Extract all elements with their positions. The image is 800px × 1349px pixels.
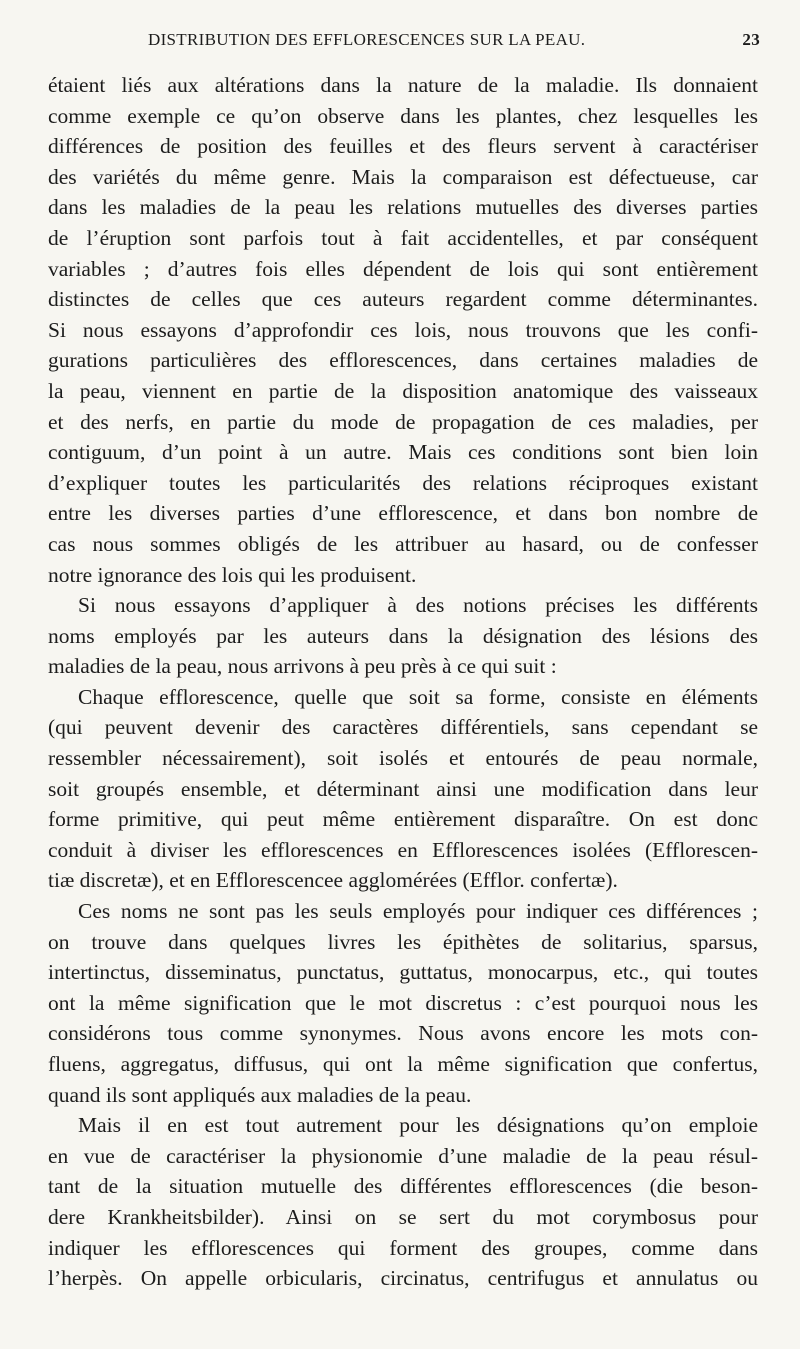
text-line: Chaque efflorescence, quelle que soit sa forme, consiste en éléments [78, 684, 758, 709]
text-line: maladies de la peau, nous arrivons à peu près à ce qui suit : [48, 654, 557, 679]
text-line: tiæ discretæ), et en Efflorescencee agglomérées (Efflor. confertæ). [48, 868, 618, 893]
text-line: noms employés par les auteurs dans la désignation des lésions des [48, 623, 758, 648]
text-line: comme exemple ce qu’on observe dans les plantes, chez lesquelles les [48, 103, 758, 128]
text-line: forme primitive, qui peut même entièrement disparaître. On est donc [48, 807, 758, 832]
text-line: entre les diverses parties d’une efflorescence, et dans bon nombre de [48, 501, 758, 526]
text-line: dans les maladies de la peau les relations mutuelles des diverses parties [48, 195, 758, 220]
body-text [48, 70, 758, 1294]
text-line: (qui peuvent devenir des caractères différentiels, sans cependant se [48, 715, 758, 740]
text-line: différences de position des feuilles et des fleurs servent à caractériser [48, 134, 758, 159]
text-line: des variétés du même genre. Mais la comparaison est défectueuse, car [48, 164, 758, 189]
text-line: contiguum, d’un point à un autre. Mais ces conditions sont bien loin [48, 440, 758, 465]
text-line: Ces noms ne sont pas les seuls employés pour indiquer ces différences ; [78, 899, 758, 924]
text-line: d’expliquer toutes les particularités des relations réciproques existant [48, 470, 758, 495]
text-line: cas nous sommes obligés de les attribuer au hasard, ou de confesser [48, 531, 758, 556]
text-line: conduit à diviser les efflorescences en Efflorescences isolées (Efflorescen- [48, 837, 758, 862]
text-line: en vue de caractériser la physionomie d’une maladie de la peau résul- [48, 1143, 758, 1168]
text-line: Mais il en est tout autrement pour les désignations qu’on emploie [78, 1113, 758, 1138]
running-head [48, 30, 760, 56]
text-line: de l’éruption sont parfois tout à fait accidentelles, et par conséquent [48, 225, 758, 250]
text-line: variables ; d’autres fois elles dépendent de lois qui sont entièrement [48, 256, 758, 281]
text-line: dere Krankheitsbilder). Ainsi on se sert du mot corymbosus pour [48, 1204, 758, 1229]
text-line: Si nous essayons d’approfondir ces lois, nous trouvons que les confi- [48, 317, 758, 342]
text-line: étaient liés aux altérations dans la nature de la maladie. Ils donnaient [48, 73, 758, 97]
page-number: 23 [742, 30, 760, 49]
text-line: Si nous essayons d’appliquer à des notions précises les différents [78, 593, 758, 618]
text-line: ressembler nécessairement), soit isolés et entourés de peau normale, [48, 746, 758, 771]
text-line: l’herpès. On appelle orbicularis, circinatus, centrifugus et annulatus ou [48, 1266, 758, 1291]
text-line: gurations particulières des efflorescences, dans certaines maladies de [48, 348, 758, 373]
text-line: soit groupés ensemble, et déterminant ainsi une modification dans leur [48, 776, 758, 801]
text-line: tant de la situation mutuelle des différentes efflorescences (die beson- [48, 1174, 758, 1199]
text-line: fluens, aggregatus, diffusus, qui ont la même signification que confertus, [48, 1052, 758, 1076]
text-line: considérons tous comme synonymes. Nous avons encore les mots con- [48, 1021, 758, 1046]
text-line: distinctes de celles que ces auteurs regardent comme déterminantes. [48, 287, 758, 312]
text-line: on trouve dans quelques livres les épithètes de solitarius, sparsus, [48, 929, 758, 954]
text-line: notre ignorance des lois qui les produisent. [48, 562, 417, 587]
text-line: indiquer les efflorescences qui forment des groupes, comme dans [48, 1235, 758, 1260]
text-line: et des nerfs, en partie du mode de propagation de ces maladies, per [48, 409, 758, 434]
text-line: quand ils sont appliqués aux maladies de la peau. [48, 1082, 472, 1107]
text-line: la peau, viennent en partie de la disposition anatomique des vaisseaux [48, 378, 758, 403]
running-title: DISTRIBUTION DES EFFLORESCENCES SUR LA PEAU. [148, 30, 586, 49]
text-line: ont la même signification que le mot discretus : c’est pourquoi nous les [48, 990, 758, 1015]
text-line: intertinctus, disseminatus, punctatus, guttatus, monocarpus, etc., qui toutes [48, 960, 758, 985]
